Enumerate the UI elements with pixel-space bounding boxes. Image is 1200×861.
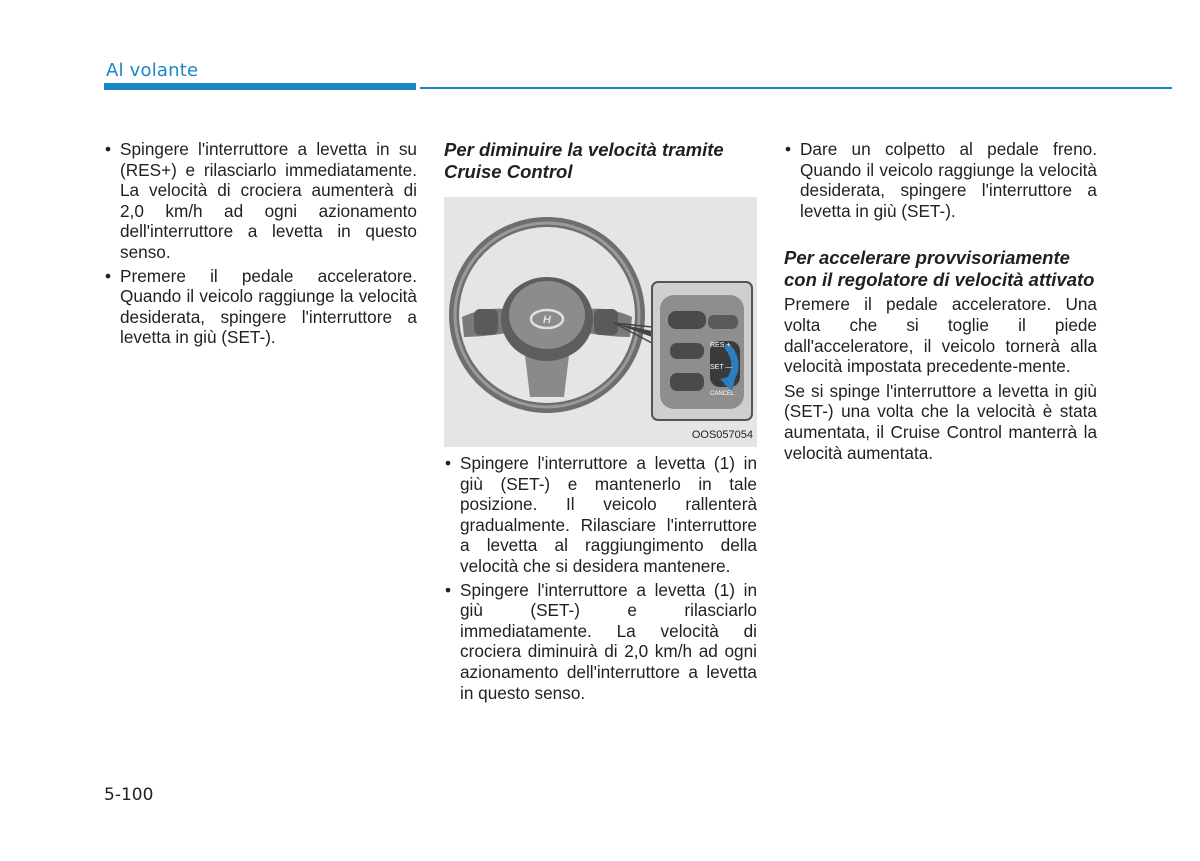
list-item: • Spingere l'interruttore a levetta (1) in giù (SET-) e rilasciarlo immediatamente. La velocità di crociera diminuirà di 2,0 km/h ad ogni azionamento dell'interruttore a levetta in questo senso. bbox=[444, 580, 757, 704]
section-title: Al volante bbox=[106, 60, 199, 81]
svg-text:H: H bbox=[543, 314, 551, 326]
column-2 bbox=[444, 139, 757, 706]
paragraph: Premere il pedale acceleratore. Una volta che si toglie il piede dall'acceleratore, il veicolo tornerà alla velocità impostata precedente-mente. bbox=[784, 294, 1097, 377]
steering-wheel-illustration bbox=[444, 197, 757, 447]
steering-wheel-figure bbox=[444, 197, 757, 447]
bullet-list bbox=[444, 453, 757, 703]
switch-label-res: RES + bbox=[710, 342, 731, 349]
left-switch-cluster bbox=[474, 309, 498, 335]
bullet-list bbox=[784, 139, 1097, 221]
list-item: • Dare un colpetto al pedale freno. Quando il veicolo raggiunge la velocità desiderata, spingere l'interruttore a levetta in giù (SET-). bbox=[784, 139, 1097, 221]
section-heading: Per accelerare provvisoriamente con il regolatore di velocità attivato bbox=[784, 247, 1095, 290]
bullet-list bbox=[104, 139, 417, 348]
column-1 bbox=[104, 139, 417, 351]
figure-code: OOS057054 bbox=[691, 429, 753, 441]
header-rule-thin bbox=[420, 87, 1172, 89]
page-number: 5-100 bbox=[104, 785, 154, 805]
switch-label-set: SET — bbox=[710, 364, 733, 371]
column-3 bbox=[784, 139, 1097, 467]
list-item: • Premere il pedale acceleratore. Quando il veicolo raggiunge la velocità desiderata, spingere l'interruttore a levetta in giù (SET-). bbox=[104, 266, 417, 348]
list-item: • Spingere l'interruttore a levetta in su (RES+) e rilasciarlo immediatamente. La velocità di crociera aumenterà di 2,0 km/h ad ogni azionamento dell'interruttore a levetta in questo senso. bbox=[104, 139, 417, 263]
closeup-button-top bbox=[668, 311, 706, 329]
right-switch-cluster bbox=[594, 309, 618, 335]
paragraph: Se si spinge l'interruttore a levetta in giù (SET-) una volta che la velocità è stata aumentata, il Cruise Control manterrà la velocità aumentata. bbox=[784, 380, 1097, 463]
switch-label-cancel: CANCEL bbox=[710, 391, 735, 397]
header-rule-thick bbox=[104, 83, 416, 90]
section-heading: Per diminuire la velocità tramite Cruise Control bbox=[444, 139, 724, 182]
list-item: • Spingere l'interruttore a levetta (1) in giù (SET-) e mantenerlo in tale posizione. Il veicolo rallenterà gradualmente. Rilasciare l'interruttore a levetta al raggiungimento della velocità che si desidera mantenere. bbox=[444, 453, 757, 577]
